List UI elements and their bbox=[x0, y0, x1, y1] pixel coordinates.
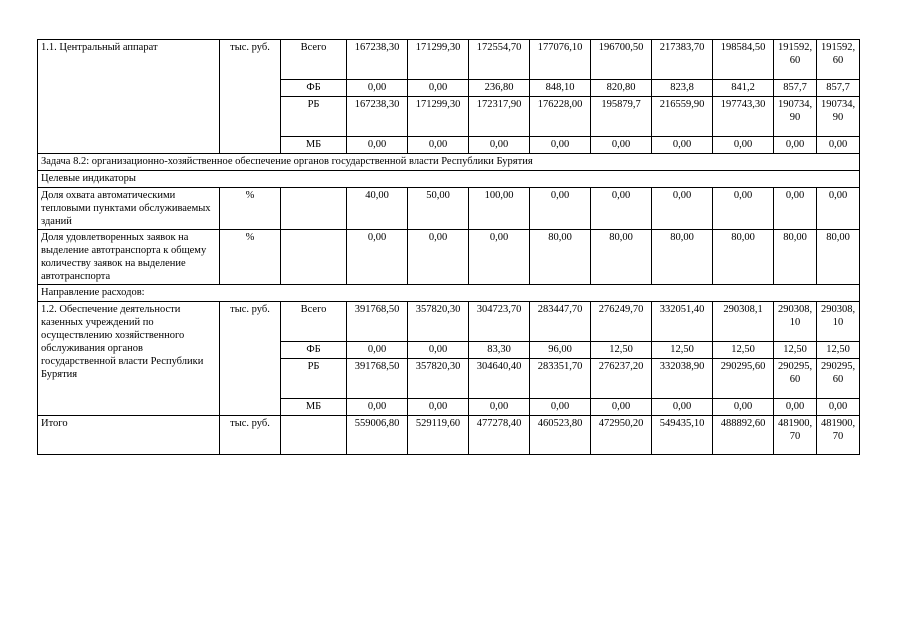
budget-table bbox=[37, 39, 860, 455]
value-cell: 83,30 bbox=[469, 342, 530, 359]
value-cell: 197743,30 bbox=[713, 97, 774, 137]
indicator-name-cell: Доля охвата автоматическими тепловыми пунктами обслуживаемых зданий bbox=[38, 188, 220, 230]
value-cell: 0,00 bbox=[347, 80, 408, 97]
value-cell: 283447,70 bbox=[530, 302, 591, 342]
expense-direction-header-cell: Направление расходов: bbox=[38, 285, 860, 302]
value-cell: 198584,50 bbox=[713, 40, 774, 80]
task-header-cell: Задача 8.2: организационно-хозяйственное обеспечение органов государственной власти Республики Бурятия bbox=[38, 154, 860, 171]
value-cell: 0,00 bbox=[347, 137, 408, 154]
funding-source-cell: РБ bbox=[281, 359, 347, 399]
value-cell: 40,00 bbox=[347, 188, 408, 230]
value-cell: 191592,60 bbox=[817, 40, 860, 80]
unit-cell: тыс. руб. bbox=[220, 416, 281, 455]
value-cell: 80,00 bbox=[652, 230, 713, 285]
funding-source-cell: РБ bbox=[281, 97, 347, 137]
total-name-cell: Итого bbox=[38, 416, 220, 455]
value-cell: 0,00 bbox=[347, 342, 408, 359]
value-cell: 80,00 bbox=[713, 230, 774, 285]
value-cell: 0,00 bbox=[652, 399, 713, 416]
value-cell: 0,00 bbox=[652, 137, 713, 154]
value-cell: 171299,30 bbox=[408, 40, 469, 80]
value-cell: 357820,30 bbox=[408, 302, 469, 342]
value-cell: 0,00 bbox=[817, 188, 860, 230]
value-cell: 0,00 bbox=[469, 399, 530, 416]
value-cell: 177076,10 bbox=[530, 40, 591, 80]
expense-direction-header bbox=[38, 285, 860, 302]
value-cell: 0,00 bbox=[774, 188, 817, 230]
value-cell: 472950,20 bbox=[591, 416, 652, 455]
value-cell: 96,00 bbox=[530, 342, 591, 359]
value-cell: 529119,60 bbox=[408, 416, 469, 455]
value-cell: 80,00 bbox=[817, 230, 860, 285]
value-cell: 0,00 bbox=[530, 399, 591, 416]
unit-cell: % bbox=[220, 188, 281, 230]
value-cell: 276249,70 bbox=[591, 302, 652, 342]
value-cell: 191592,60 bbox=[774, 40, 817, 80]
value-cell: 460523,80 bbox=[530, 416, 591, 455]
value-cell: 357820,30 bbox=[408, 359, 469, 399]
value-cell: 283351,70 bbox=[530, 359, 591, 399]
value-cell: 167238,30 bbox=[347, 97, 408, 137]
value-cell: 80,00 bbox=[774, 230, 817, 285]
value-cell: 290308,10 bbox=[774, 302, 817, 342]
value-cell: 0,00 bbox=[347, 230, 408, 285]
value-cell: 0,00 bbox=[713, 137, 774, 154]
section-1_1-row bbox=[38, 40, 860, 80]
value-cell: 0,00 bbox=[591, 399, 652, 416]
value-cell: 0,00 bbox=[774, 137, 817, 154]
value-cell: 0,00 bbox=[408, 80, 469, 97]
value-cell: 391768,50 bbox=[347, 359, 408, 399]
value-cell: 0,00 bbox=[469, 230, 530, 285]
value-cell: 290308,1 bbox=[713, 302, 774, 342]
unit-cell: тыс. руб. bbox=[220, 40, 281, 154]
value-cell: 167238,30 bbox=[347, 40, 408, 80]
value-cell: 0,00 bbox=[817, 137, 860, 154]
value-cell: 190734,90 bbox=[817, 97, 860, 137]
section-1_2-row bbox=[38, 302, 860, 342]
total-row bbox=[38, 416, 860, 455]
value-cell: 100,00 bbox=[469, 188, 530, 230]
unit-cell: тыс. руб. bbox=[220, 302, 281, 416]
value-cell: 848,10 bbox=[530, 80, 591, 97]
funding-source-cell: ФБ bbox=[281, 342, 347, 359]
value-cell: 0,00 bbox=[530, 137, 591, 154]
value-cell: 172317,90 bbox=[469, 97, 530, 137]
value-cell: 236,80 bbox=[469, 80, 530, 97]
value-cell: 391768,50 bbox=[347, 302, 408, 342]
value-cell: 12,50 bbox=[817, 342, 860, 359]
value-cell: 481900,70 bbox=[817, 416, 860, 455]
value-cell: 290308,10 bbox=[817, 302, 860, 342]
value-cell: 290295,60 bbox=[817, 359, 860, 399]
funding-source-cell: ФБ bbox=[281, 80, 347, 97]
value-cell: 12,50 bbox=[652, 342, 713, 359]
value-cell: 0,00 bbox=[713, 188, 774, 230]
value-cell: 0,00 bbox=[591, 137, 652, 154]
value-cell: 559006,80 bbox=[347, 416, 408, 455]
value-cell: 80,00 bbox=[530, 230, 591, 285]
value-cell: 172554,70 bbox=[469, 40, 530, 80]
value-cell: 12,50 bbox=[713, 342, 774, 359]
value-cell: 12,50 bbox=[591, 342, 652, 359]
value-cell: 0,00 bbox=[591, 188, 652, 230]
funding-source-cell: Всего bbox=[281, 40, 347, 80]
indicator-name-cell: Доля удовлетворенных заявок на выделение автотранспорта к общему количеству заявок на выделение автотранспорта bbox=[38, 230, 220, 285]
value-cell: 488892,60 bbox=[713, 416, 774, 455]
value-cell: 217383,70 bbox=[652, 40, 713, 80]
value-cell: 857,7 bbox=[774, 80, 817, 97]
value-cell: 0,00 bbox=[652, 188, 713, 230]
funding-source-cell: МБ bbox=[281, 137, 347, 154]
task-header bbox=[38, 154, 860, 171]
unit-cell: % bbox=[220, 230, 281, 285]
value-cell: 481900,70 bbox=[774, 416, 817, 455]
value-cell: 332051,40 bbox=[652, 302, 713, 342]
value-cell: 477278,40 bbox=[469, 416, 530, 455]
value-cell: 195879,7 bbox=[591, 97, 652, 137]
row-name-cell: 1.1. Центральный аппарат bbox=[38, 40, 220, 154]
value-cell: 332038,90 bbox=[652, 359, 713, 399]
value-cell: 176228,00 bbox=[530, 97, 591, 137]
value-cell: 196700,50 bbox=[591, 40, 652, 80]
value-cell: 216559,90 bbox=[652, 97, 713, 137]
indicators-header bbox=[38, 171, 860, 188]
value-cell: 0,00 bbox=[774, 399, 817, 416]
value-cell: 304640,40 bbox=[469, 359, 530, 399]
value-cell: 12,50 bbox=[774, 342, 817, 359]
value-cell: 0,00 bbox=[530, 188, 591, 230]
value-cell: 0,00 bbox=[347, 399, 408, 416]
value-cell: 823,8 bbox=[652, 80, 713, 97]
funding-source-cell: МБ bbox=[281, 399, 347, 416]
value-cell: 0,00 bbox=[408, 230, 469, 285]
funding-source-cell bbox=[281, 188, 347, 230]
value-cell: 0,00 bbox=[408, 399, 469, 416]
value-cell: 190734,90 bbox=[774, 97, 817, 137]
value-cell: 857,7 bbox=[817, 80, 860, 97]
funding-source-cell: Всего bbox=[281, 302, 347, 342]
indicator-row bbox=[38, 188, 860, 230]
value-cell: 820,80 bbox=[591, 80, 652, 97]
indicators-header-cell: Целевые индикаторы bbox=[38, 171, 860, 188]
value-cell: 549435,10 bbox=[652, 416, 713, 455]
value-cell: 0,00 bbox=[817, 399, 860, 416]
funding-source-cell bbox=[281, 416, 347, 455]
value-cell: 0,00 bbox=[408, 137, 469, 154]
row-name-cell: 1.2. Обеспечение деятельности казенных учреждений по осуществлению хозяйственного обслуживания органов государственной власти Республики Бурятия bbox=[38, 302, 220, 416]
value-cell: 50,00 bbox=[408, 188, 469, 230]
value-cell: 290295,60 bbox=[774, 359, 817, 399]
value-cell: 0,00 bbox=[713, 399, 774, 416]
value-cell: 304723,70 bbox=[469, 302, 530, 342]
indicator-row bbox=[38, 230, 860, 285]
value-cell: 841,2 bbox=[713, 80, 774, 97]
value-cell: 80,00 bbox=[591, 230, 652, 285]
value-cell: 276237,20 bbox=[591, 359, 652, 399]
funding-source-cell bbox=[281, 230, 347, 285]
value-cell: 171299,30 bbox=[408, 97, 469, 137]
value-cell: 0,00 bbox=[408, 342, 469, 359]
value-cell: 290295,60 bbox=[713, 359, 774, 399]
value-cell: 0,00 bbox=[469, 137, 530, 154]
